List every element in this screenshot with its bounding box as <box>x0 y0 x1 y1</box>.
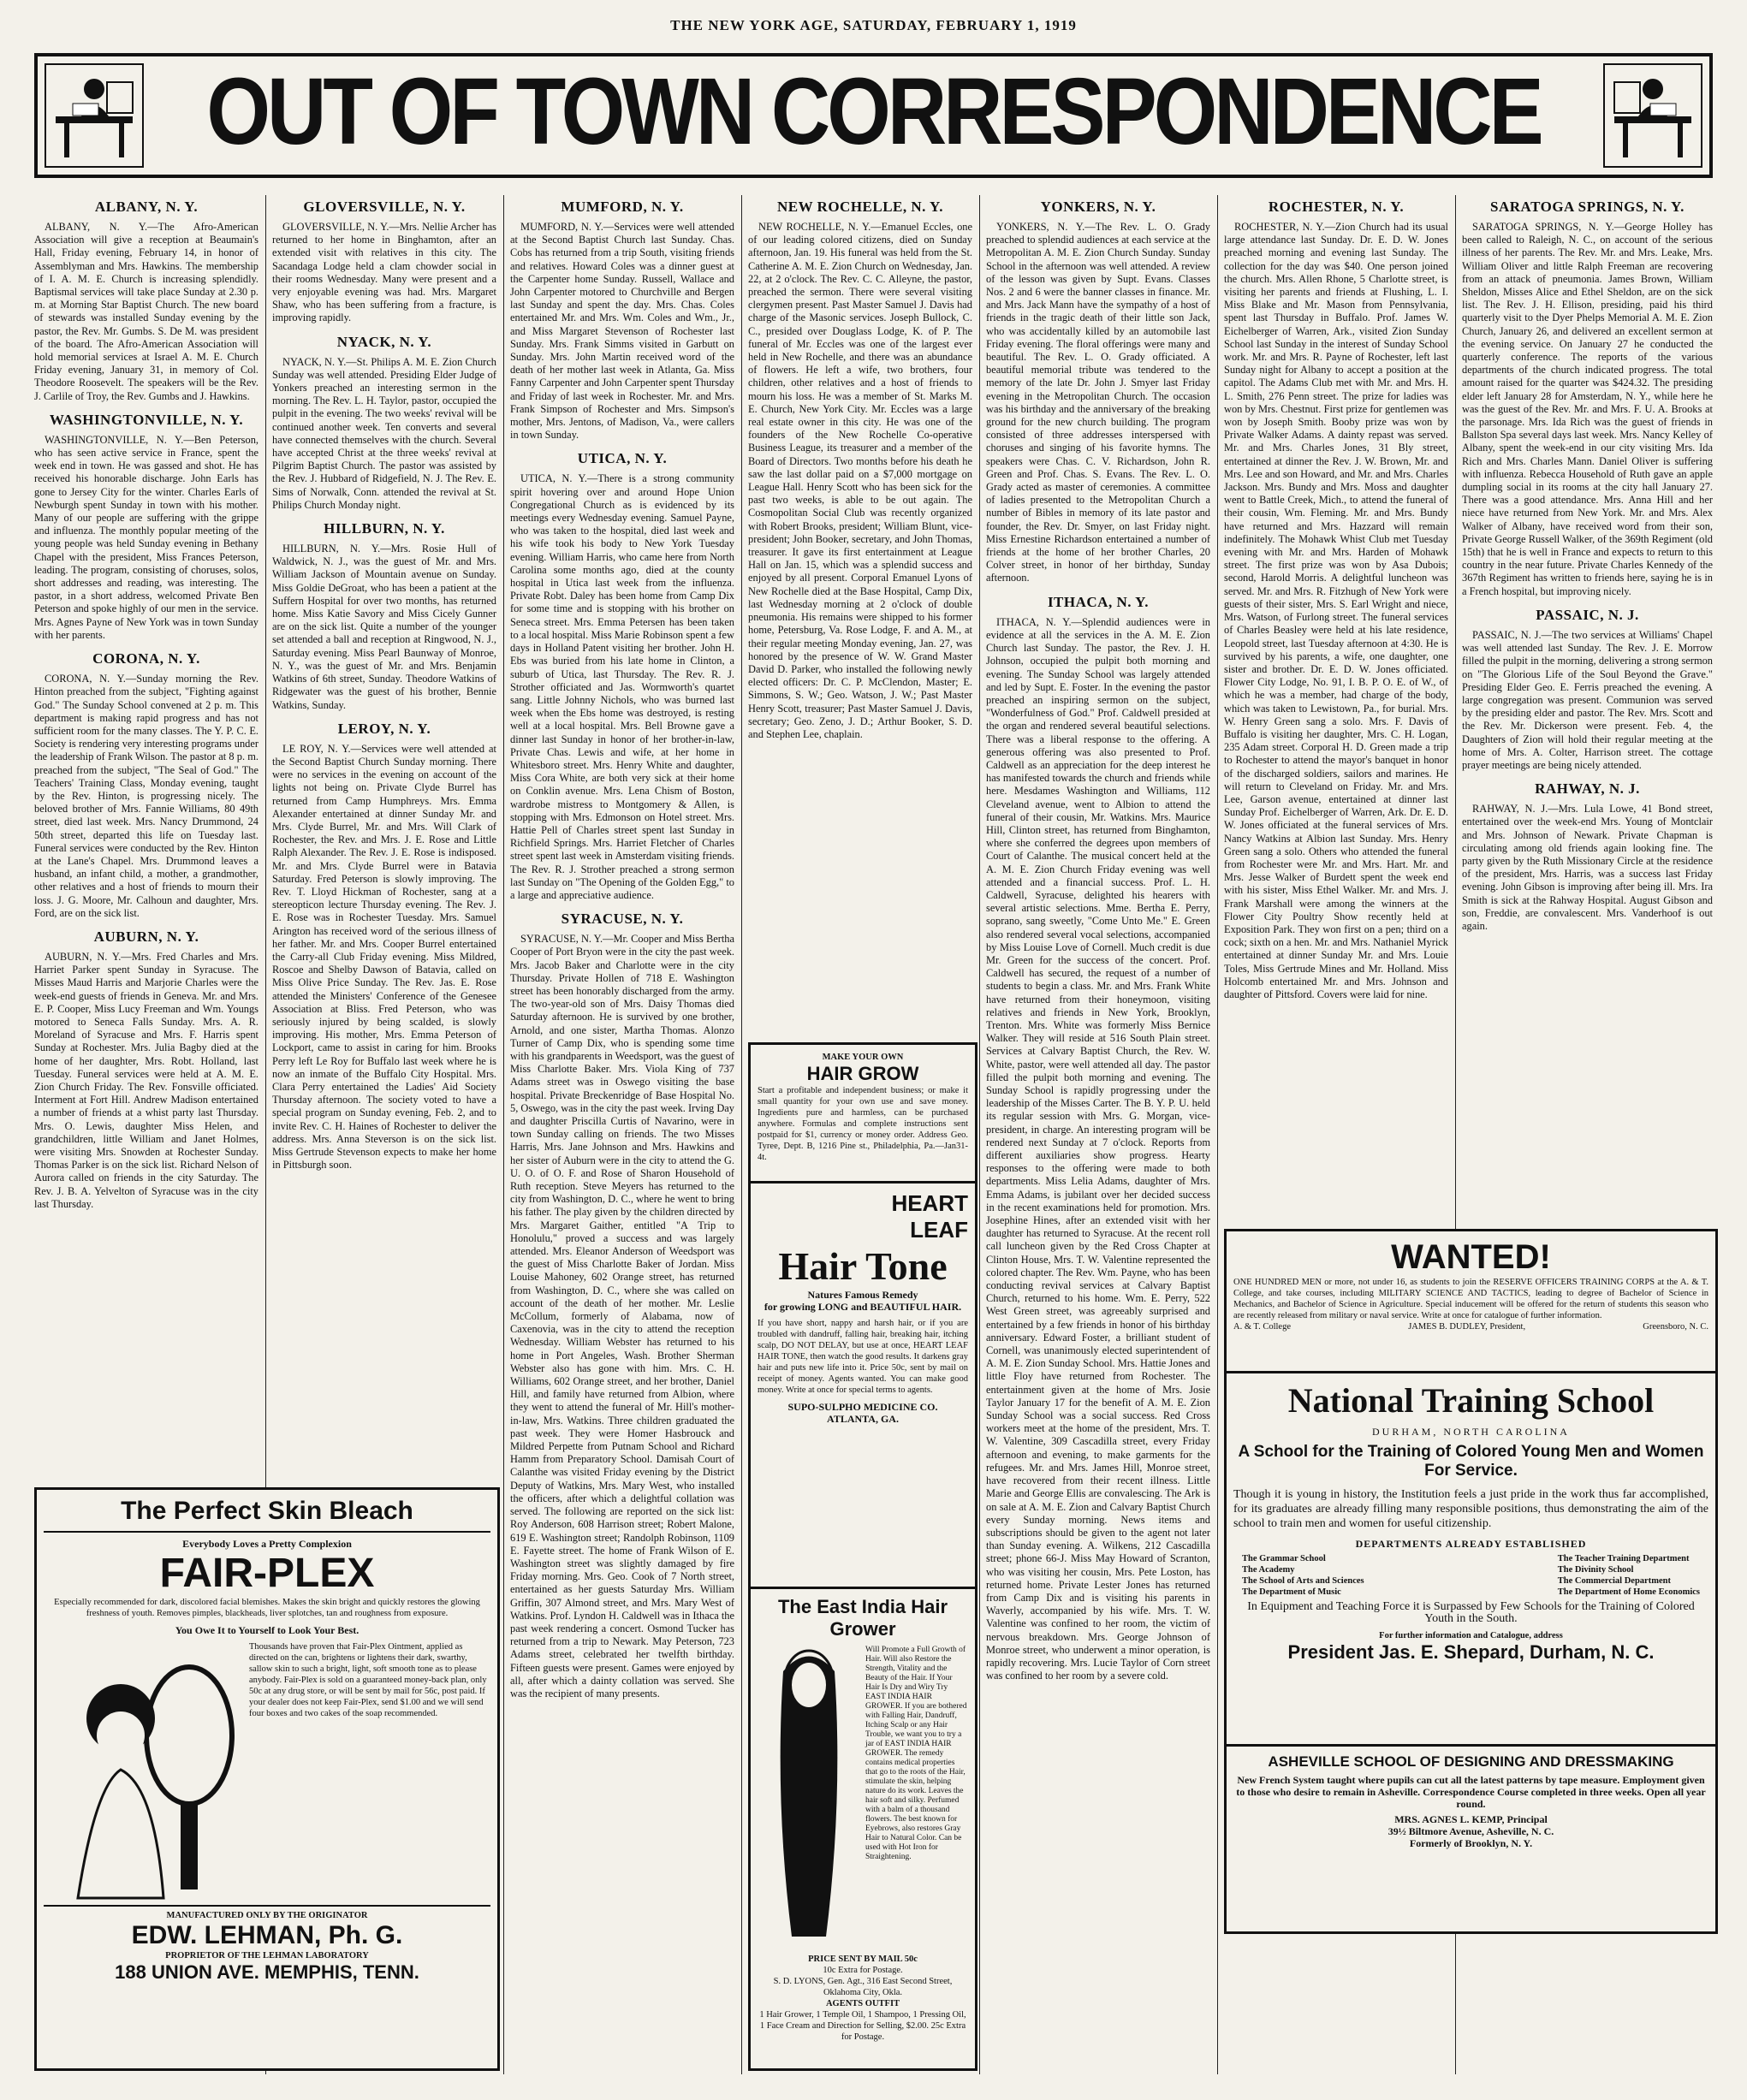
article-headline: PASSAIC, N. J. <box>1536 606 1639 623</box>
ad-manufactured: MANUFACTURED ONLY BY THE ORIGINATOR <box>44 1905 490 1921</box>
ad-title: The Perfect Skin Bleach <box>44 1497 490 1533</box>
wanted-ad <box>1224 1229 1718 1376</box>
ad-brand: Hair Tone <box>778 1244 948 1288</box>
article-body: HILLBURN, N. Y.—Mrs. Rosie Hull of Waldwick, N. J., was the guest of Mr. and Mrs. William Jackson of Mountain avenue on Sunday. Miss Goldie DeGroat, who has been a patient at the Suffern Hospital for over two months, has returned home. Miss Katie Savory and Miss Cicely Gunner are on the sick list. Quite a number of the younger set attended a ball and reception at Ringwood, N. J., Saturday evening. Miss Pearl Baunway of Monroe, N. Y., was the guest of Mr. and Mrs. Benjamin Watkins of 6th street, Sunday. Theodore Watkins of Ridgewater was the guest of his brother, Bennie Watkins, Sunday. <box>272 543 496 711</box>
ad-tagline: Natures Famous Remedy <box>807 1289 918 1301</box>
ad-city: ATLANTA, GA. <box>827 1413 899 1425</box>
article-body: NYACK, N. Y.—St. Philips A. M. E. Zion Church Sunday was well attended. Presiding Elder Judge of Yonkers preached an interesting sermon in the morning. The Rev. L. H. Taylor, pastor, occupied the pulpit in the evening. The two weeks' revival will be continued another week. Ten converts and several have connected themselves with the church. Several have accepted Christ at the three weeks' revival at Pilgrim Baptist Church. The pastor was assisted by the Rev. J. Hubbard of Ridgefield, N. J. The Rev. E. Sims of Norwalk, Conn. attended the revival at St. Philips Church Monday night. <box>272 355 496 511</box>
article-body: WASHINGTONVILLE, N. Y.—Ben Peterson, who has seen active service in France, spent the week end in town. He was gassed and shot. He has received his honorable discharge. John Earls has gone to Jersey City for the winter. Charles Earls of Newburgh spent Sunday in town with his mother. Many of our people are suffering with the grippe and influenza. The monthly popular meeting of the young people was held Sunday evening in Bethany Chapel with the president, Miss Frances Peterson, leading. The program, consisting of choruses, solos, short addresses and reading, was interesting. The pastor, in a short address, welcomed Private Ben Peterson and spoke highly of our men in the service. Mrs. Agnes Payne of New York was in town Sunday with her parents. <box>34 433 258 641</box>
ad-body: Though it is young in history, the Institution feels a just pride in the work thus far accomplished, for its graduates are already filling many responsible positions, thus demonstrating the aim of the school to train men and women for useful citizenship. <box>1233 1488 1708 1530</box>
ad-info: For further information and Catalogue, address <box>1379 1631 1563 1640</box>
article-body: CORONA, N. Y.—Sunday morning the Rev. Hinton preached from the subject, "Fighting against God." The Sunday School convened at 2 p. m. This department is making rapid progress and has not sufficient room for the many classes. The Y. P. C. E. Society is rendering very interesting programs under the leadership of Frank Wilson. The pastor at 8 p. m. preached from the subject, "The Seal of God." The Teachers' Training Class, Monday evening, taught by the Rev. Hinton, is progressing nicely. The beloved brother of Mrs. Fannie Williams, 80 49th street, died last week. Mrs. Nancy Drummond, 24 50th street, departed this life on Tuesday last. Funeral services were conducted by the Rev. Hinton at the Lane's Chapel. Mrs. Drummond leaves a husband, an infant child, a mother, a grandmother, other relatives and a host of friends to mourn their loss. J. G. Moore, Mr. Calhoun and daughter, Mrs. Ford, are on the sick list. <box>34 673 258 919</box>
ad-address: 39½ Biltmore Avenue, Asheville, N. C. <box>1387 1825 1554 1837</box>
ad-place-2: Greensboro, N. C. <box>1643 1322 1708 1332</box>
heart-leaf-ad <box>748 1181 977 1595</box>
article-body: ALBANY, N. Y.—The Afro-American Association will give a reception at Beaumain's Hall, Friday evening, February 14, in honor of Assemblyman and Mrs. Hawkins. The membership of I. A. M. E. Church is increasing splendidly. Baptismal services will take place Sunday at 2.30 p. m. at Morning Star Baptist Church. The new board of stewards was installed Sunday evening by the pastor, the Rev. Mr. Gumbs. S. De M. was president of the board. The Afro-American Association will hold memorial services at Israel A. M. E. Church Friday evening, January 31, in memory of Col. Theodore Roosevelt. The speakers will be the Rev. J. Carlile of Troy, the Rev. Gumbs and J. Hawkins. <box>34 221 258 402</box>
article-body: SARATOGA SPRINGS, N. Y.—George Holley has been called to Raleigh, N. C., on account of the serious illness of her parents. The Rev. Mr. and Mrs. Leake, Mrs. William Oliver and little Ralph Freeman are recovering from an attack of pneumonia. James Brown, William Sheldon, Misses Alice and Ethel Sheldon, are on the sick list. The Rev. J. H. Ellison, presiding, paid his third quarterly visit to the Dyer Phelps Memorial A. M. E. Zion Church, January 26, and delivered an excellent sermon at the evening service. On January 27 he conducted the quarterly conference. The reports of the various departments of the church indicated progress. The total amount raised for the quarter was $424.32. The presiding elder left January 28 for Amsterdam, N. Y., while here he was the guest of the Rev. Mr. and Mrs. F. U. A. Brooks at the parsonage. Mrs. Ida Rich was the guest of friends in Ballston Spa several days last week. Mrs. Nancy Kelley of Albany, spent the week-end in our city visiting Mrs. Ida Rich and Mrs. Charles Mann. Daniel Oliver is suffering with influenza. Rebecca Household of Ruth gave an apple dumpling social in its rooms at the city hall January 27. There was a good attendance. Mrs. Anna Hill and her niece have returned from New York. Mr. and Mrs. Alex Walker of Albany, have received word from their son, Private George Russell Walker, of the 369th Regiment (old 15th) that he is well in France and expects to return to this country in the near future. Private Charles Kennedy of the 367th Regiment has written to friends here, saying he is in a French hospital, but improving nicely. <box>1462 221 1713 597</box>
ad-text: Will Promote a Full Growth of Hair. Will also Restore the Strength, Vitality and the Beauty of the Hair. If Your Hair Is Dry and Wiry Try EAST INDIA HAIR GROWER. If you are bothered with Falling Hair, Dandruff, Itching Scalp or any Hair Trouble, we want you to try a jar of EAST INDIA HAIR GROWER. The remedy contains medical properties that go to the roots of the Hair, stimulate the skin, helping nature do its work. Leaves the hair soft and silky. Perfumed with a balm of a thousand flowers. The best known for Eyebrows, also restores Gray Hair to Natural Color. Can be used with Hot Iron for Straightening. <box>865 1646 967 1861</box>
article-headline: NEW ROCHELLE, N. Y. <box>776 199 944 215</box>
column-7 <box>1462 195 1713 945</box>
article <box>1462 607 1713 772</box>
ad-tagline-2: for growing LONG and BEAUTIFUL HAIR. <box>764 1301 962 1313</box>
column-6 <box>1224 195 1448 1000</box>
article-body: AUBURN, N. Y.—Mrs. Fred Charles and Mrs. Harriet Parker spent Sunday in Syracuse. The Misses Maud Harris and Marjorie Charles were the week-end guests of friends in Geneva. Mr. and Mrs. E. P. Cooper, Miss Lucy Freeman and Wm. Youngs motored to Seneca Falls Sunday. Mrs. A. R. Moreland of Syracuse and Mrs. F. Harris spent Sunday at Rochester. Mrs. Julia Bagby died at the home of her daughter, Mrs. Robt. Holland, last Tuesday. Funeral services were held at A. M. E. Zion Church Friday. The Rev. Fonsville officiated. Interment at Fort Hill. Andrew Madison entertained a number of friends at a whist party last Thursday. Mrs. O. Lewis, daughter Miss Helen, and grandchildren, little William and Janet Holmes, were visiting Mrs. Snowden at Rochester Sunday. Thomas Parker is on the sick list. Richard Nelson of Aurora called on friends in the city Saturday. The Rev. J. B. A. Yelvelton of Syracuse was in the city last Thursday. <box>34 950 258 1210</box>
departments-left <box>1242 1553 1364 1598</box>
national-training-school-ad <box>1224 1371 1718 1749</box>
woman-long-hair-icon <box>758 1646 860 1954</box>
article <box>34 199 258 403</box>
ad-title: WANTED! <box>1391 1238 1551 1276</box>
article-body: YONKERS, N. Y.—The Rev. L. O. Grady preached to splendid audiences at each service at the Metropolitan A. M. E. Zion Church Sunday. Sunday School in the afternoon was well attended. A review of the lesson was given by Supt. Evans. Classes Nos. 2 and 6 were the banner classes in finance. Mr. and Mrs. Jack Mann have the sympathy of a host of friends in the tragic death of their little son Jack, who was accidentally killed by an automobile last Friday evening. The floral offerings were many and beautiful. The Rev. L. O. Grady officiated. A beautiful memorial tribute was tendered to the memory of the late Dr. John J. Smyer last Friday evening in the Metropolitan Church. The occasion was his birthday and the anniversary of the breaking ground for the new church building. The program consisted of three addresses interspersed with choruses and singing of his favorite hymns. The speakers were Chas. C. V. Richardson, John R. Green and Prof. Chas. S. Evans. The Rev. L. O. Grady acted as master of ceremonies. A committee of ladies presented to the Metropolitan Church a number of Bibles in memory of its late pastor and founder, the Rev. Dr. Smyer, on last Friday night. Miss Ernestine Richardson entertained a number of friends at the home of her brother Charles, 20 Colver street, in honor of her birthday, Sunday afternoon. <box>986 221 1210 584</box>
running-head: THE NEW YORK AGE, SATURDAY, FEBRUARY 1, 1919 <box>670 17 1077 33</box>
ad-former: Formerly of Brooklyn, N. Y. <box>1409 1837 1533 1849</box>
article <box>510 911 734 1700</box>
ad-leaf: LEAF <box>910 1217 968 1243</box>
department-item: The Teacher Training Department <box>1557 1554 1690 1563</box>
article-headline: MUMFORD, N. Y. <box>561 199 684 215</box>
article <box>1224 199 1448 1001</box>
ad-motto: You Owe It to Yourself to Look Your Best. <box>175 1624 360 1636</box>
ad-headline-1: MAKE YOUR OWN <box>822 1053 904 1062</box>
article <box>1462 780 1713 933</box>
department-item: The Commercial Department <box>1557 1576 1671 1586</box>
column-4 <box>748 195 972 996</box>
ad-text: Start a profitable and independent business; or make it small quantity for your own use and save money. Ingredients pure and harmless, can be purchased anywhere. Formulas and complete instructions sent postpaid for $1, currency or money order. Address Geo. Tyree, Dept. B, 1216 Pine st., Philadelphia, Pa.—Jan31-4t. <box>758 1086 968 1162</box>
article-headline: ROCHESTER, N. Y. <box>1268 199 1405 215</box>
department-item: The School of Arts and Sciences <box>1242 1576 1364 1586</box>
article <box>34 650 258 920</box>
ad-place: DURHAM, NORTH CAROLINA <box>1372 1426 1570 1438</box>
ad-text: ONE HUNDRED MEN or more, not under 16, as students to join the RESERVE OFFICERS TRAINING CORPS at the A. & T. College, and take courses, including MILITARY SCIENCE AND TACTICS, leading to degree of Bachelor of Science in Mechanics, and Bachelor of Science in Agriculture. Special inducement will be offered for the return of students this season who are recently released from military or naval service. Write at once for catalogue of further information. <box>1233 1278 1708 1320</box>
ad-title: ASHEVILLE SCHOOL OF DESIGNING AND DRESSMAKING <box>1268 1753 1674 1770</box>
article-body: ROCHESTER, N. Y.—Zion Church had its usual large attendance last Sunday. Dr. E. D. W. Jones preached morning and evening last Sunday. The collection for the day was $40. One person joined the church. Mrs. Allen Rhone, 5 Charlotte street, is visiting her parents and friends at Flushing, L. I. Miss Blake and Mr. Mason from Pennsylvania, spent last Thursday in Buffalo. Prof. James W. Eichelberger of Warren, Ark., visited Zion Sunday School last Sunday in the interest of Sunday School work. Mr. and Mrs. R. Payne of Rochester, left last Sunday night for Albany to accept a position at the capitol. The Adams Club met with Mr. and Mrs. H. L. Smith, 276 Penn street. The prize for ladies was won by Mrs. Chestnut. First prize for gentlemen was won by Joseph Smith. Booby prize was won by Private Walker Adams. A dainty repast was served. Mr. and Mrs. Charles Jones, 31 Bly street, entertained at dinner the Rev. J. W. Brown, Mr. and Mrs. Lee and son Howard, and Mr. and Mrs. Charles Jackson. Mrs. Bundy and Mrs. Moss and daughter went to Battle Creek, Mich., to attend the funeral of their cousin, Wm. Fleming. Mr. and Mrs. Bundy have returned and Mrs. Hazzard will remain indefinitely. The Mohawk Whist Club met Tuesday evening with Mr. and Mrs. Harden of Mohawk street. The first prize was won by Asa Dubois; second, Harold Morris. A delightful luncheon was served. Mr. and Mrs. R. Fitzhugh of New York were guests of their sister, Mrs. S. Earl Wright and niece, Mrs. Watson, of Furlong street. The funeral services of Charles Beasley were held at his late residence, Leopold street, last Tuesday afternoon at 4:30. He is survived by his parents, a wife, one daughter, one sister and brother. Dr. E. D. W. Jones officiated. Flower City Lodge, No. 91, I. B. P. O. E. of W., of which he was a member, had charge of the body, which was taken to Lewistown, Pa., for burial. Mrs. W. Henry Green sang a solo. Mrs. F. Davis of Buffalo is visiting her daughter, Mrs. C. H. Logan, 235 Adam street. Corporal H. D. Green made a trip to Rochester to attend the mayor's banquet in honor of the discharged soldiers, sailors and marines. He will return to Cleveland on Friday. Mr. and Mrs. Lee, Garson avenue, entertained at dinner last Sunday Prof. Eichelberger of Warren, Ark. Dr. E. D. W. Jones officiated at the funeral services of Mrs. Nancy Watkins at Albion last Sunday. Mrs. Henry Green sang a solo. Others who attended the funeral from Rochester were Mr. and Mrs. Hart. Mr. and Mrs. Jesse Walker of Burdett spent the week end with his sister, Miss Ethel Walker. Mr. and Mrs. J. Frank Marshall were among the winners at the Flower City Poultry Show recently held at Exposition Park. They won first on a pen; third on a cock; sixth on a hen. Mr. and Mrs. Nathaniel Myrick entertained at dinner Sunday Mr. and Mrs. Louie Toles, Miss Gertrude Mines and Mr. Holland. Miss Holcomb entertained Mr. and Mrs. Johnson and daughter of Pittsford. Covers were laid for nine. <box>1224 221 1448 1000</box>
article-headline: CORONA, N. Y. <box>92 650 200 667</box>
ad-agents: AGENTS OUTFIT <box>825 1999 900 2008</box>
ad-title: National Training School <box>1287 1381 1655 1420</box>
ad-title: The East India Hair Grower <box>777 1596 948 1640</box>
article-body: PASSAIC, N. J.—The two services at Williams' Chapel was well attended last Sunday. The Rev. J. E. Morrow filled the pulpit in the morning, delivering a strong sermon on "The Glorious Life of the Soul Beyond the Grave." Presiding Elder Geo. E. Ferris preached the evening. A large congregation was present. Communion was served by the presiding elder and pastor. The Rev. Mrs. Scott and the Rev. Mr. Dickerson were present. Feb. 4, the Daughters of Zion will hold their regular meeting at the home of Mrs. A. Colter, Harrison street. The cottage prayer meetings are being nicely attended. <box>1462 628 1713 771</box>
ad-brand: FAIR-PLEX <box>159 1551 375 1596</box>
article-body: MUMFORD, N. Y.—Services were well attended at the Second Baptist Church last Sunday. Chas. Cobs has returned from a trip South, visiting friends and relatives. Howard Coles was a dinner guest at the Carpenter home Sunday. Russell, Wallace and John Carpenter motored to Churchville and Bergen last Sunday and spent the day. Mrs. Chas. Coles entertained Mr. and Mrs. Wm. Coles and Wm., Jr., and Miss Margaret Stevenson of Rochester last Sunday. Mrs. Frank Simms visited in Garbutt on Sunday. Mrs. John Martin received word of the death of her mother last week in Atlanta, Ga. Miss Fanny Carpenter and John Carpenter spent Thursday and Friday of last week in Rochester. Mr. and Mrs. Frank Simpson of Rochester and Mrs. Simpson's mother, Mrs. Jentons, of Madison, Va., were callers in town Sunday. <box>510 221 734 442</box>
article-body: GLOVERSVILLE, N. Y.—Mrs. Nellie Archer has returned to her home in Binghamton, after an extended visit with relatives in this city. The Sacandaga Lodge held a clam chowder social in their rooms Wednesday. Many were present and a very enjoyable evening was had. Mrs. Margaret Shaw, who has been suffering from a fracture, is improving rapidly. <box>272 221 496 324</box>
asheville-school-ad <box>1224 1744 1718 1934</box>
column-5 <box>986 195 1210 2074</box>
article <box>272 199 496 325</box>
banner-title: OUT OF TOWN CORRESPONDENCE <box>206 58 1541 164</box>
ad-description: Especially recommended for dark, discolored facial blemishes. Makes the skin bright and quickly restores the glowing freshness of youth. Removes pimples, blackheads, liver splotches, tan and roughness from exposure. <box>54 1598 480 1618</box>
article-headline: HILLBURN, N. Y. <box>324 520 445 537</box>
ad-proprietor: PROPRIETOR OF THE LEHMAN LABORATORY <box>165 1951 369 1961</box>
ad-maker: SUPO-SULPHO MEDICINE CO. <box>787 1401 938 1413</box>
article <box>272 334 496 512</box>
ad-body: Thousands have proven that Fair-Plex Ointment, applied as directed on the can, brightens or lightens their dark, swarthy, sallow skin to such a bright, light, soft smooth tone as to please anybody. Fair-Plex is sold on a guaranteed money-back plan, only 50c at any drug store, or will be sent by mail for 56c, post paid. If your dealer does not keep Fair-Plex, send $1.00 and we will send four boxes and two cakes of the soap recommended. <box>249 1642 487 1718</box>
ad-president: President Jas. E. Shepard, Durham, N. C. <box>1287 1641 1655 1663</box>
article <box>510 450 734 902</box>
article <box>1462 199 1713 598</box>
ad-subtitle: Everybody Loves a Pretty Complexion <box>182 1538 352 1550</box>
reader-vignette-left-icon <box>45 63 144 168</box>
article-headline: SARATOGA SPRINGS, N. Y. <box>1490 199 1685 215</box>
department-item: The Divinity School <box>1557 1565 1634 1575</box>
departments-right <box>1558 1553 1700 1598</box>
article-headline: NYACK, N. Y. <box>336 333 432 350</box>
ad-outfit: 1 Hair Grower, 1 Temple Oil, 1 Shampoo, 1 Pressing Oil, 1 Face Cream and Direction for Selling, $2.00. 25c Extra for Postage. <box>759 2010 966 2042</box>
ad-maker: EDW. LEHMAN, Ph. G. <box>131 1921 403 1949</box>
department-item: The Grammar School <box>1242 1554 1326 1563</box>
article <box>34 412 258 642</box>
ad-postage: 10c Extra for Postage. <box>823 1966 903 1975</box>
ad-dept-head: DEPARTMENTS ALREADY ESTABLISHED <box>1355 1538 1587 1550</box>
east-india-ad <box>748 1587 977 2071</box>
hair-grow-ad <box>748 1042 977 1189</box>
columns-area <box>34 187 1713 2074</box>
article-body: UTICA, N. Y.—There is a strong community spirit hovering over and around Hope Union Congregational Church as is evidenced by its meetings every Wednesday evening. Samuel Payne, who was taken to the hospital, died last week and his wife took his body to New York Tuesday evening. William Harris, who came here from North Carolina some months ago, died at the county hospital in Utica last week from the influenza. Private Robt. Daley has been home from Camp Dix for some time and is stopping with his brother on Seneca street. Mrs. Emma Petersen has been taken to a local hospital. Miss Marie Robinson spent a few days in Holland Patent visiting her brother. John H. Ebs was buried from his late home in Clinton, a suburb of Utica, last Thursday. The Rev. R. J. Strother officiated and Jas. Wormworth's quartet sang. Little Johnny Nichols, who was burned last week when the Ebs home was destroyed, is resting well at a local hospital. Mrs. Bell Browne gave a dinner last Sunday in honor of her brother-in-law, Private Chas. Lewis and wife, at her home in Whitesboro street. Mrs. Henry White and daughter, Miss Cora White, are both very sick at their home on Conklin avenue. Mrs. Lena Chism of Boston, wardrobe mistress to Montgomery & Allen, is stopping with Mrs. Edmonson on Hotel street. Mrs. Hattie Pell of Charles street spent last Sunday in Richfield Springs. Mrs. Harriet Fletcher of Charles street spent last week in Amsterdam visiting friends. The Rev. R. J. Strother preached a strong sermon last Sunday on "The Opening of the Golden Egg," to a large and appreciative audience. <box>510 472 734 901</box>
article-headline: SYRACUSE, N. Y. <box>561 911 684 928</box>
article-headline: WASHINGTONVILLE, N. Y. <box>49 411 244 428</box>
ad-headline-2: HAIR GROW <box>806 1063 919 1084</box>
article <box>986 199 1210 585</box>
article-headline: RAHWAY, N. J. <box>1535 780 1640 798</box>
article <box>510 199 734 442</box>
article-body: NEW ROCHELLE, N. Y.—Emanuel Eccles, one of our leading colored citizens, died on Sunday afternoon, Jan. 19. His funeral was held from the St. Catherine A. M. E. Zion Church on Wednesday, Jan. 22, at 2 o'clock. The Rev. C. C. Alleyne, the pastor, preached the sermon. There were several visiting clergymen present. Past Master Samuel J. Davis had charge of the Masonic services. Joseph Bullock, C. C., presided over Douglass Lodge, K. of P. The funeral of Mr. Eccles was one of the largest ever held in New Rochelle, and there was an abundance of flowers. He left a wife, two brothers, four children, other relatives and a host of friends to mourn his loss. He was a member of St. Marks M. E. Church, New York City. Mr. Eccles was a large real estate owner in this city. He was one of the founders of the New Rochelle Co-operative Business League, its treasurer and a member of the Board of Directors. Two months before his death he saw the last dollar paid on a $7,000 mortgage on League Hall. Henry Scott who has been sick for the past two weeks, is able to be out again. The Cosmopolitan Social Club was recently organized with Robert Brooks, president; William Blunt, vice-president; John Booker, secretary, and John Thomas, treasurer. It gave its first entertainment at League Hall on Jan. 15, which was a splendid success and enjoyed by all present. Corporal Emanuel Lyons of New Rochelle died at the Base Hospital, Camp Dix, last Wednesday morning at 2 o'clock of double pneumonia. His remains were shipped to his former home, Petersburg, Va. Rose Lodge, F. and A. M., at their regular meeting Monday evening, Jan. 27, was honored by the presence of W. W. Grand Master David D. Parker, who installed the following newly elected officers: Dr. C. P. McClendon, Master; E. Simmons, S. W.; Geo. Watson, J. W.; Past Master Henry Scott, treasurer; Past Master Samuel J. Davis, secretary; Geo. Zeno, J. D.; Arthur Booker, S. D. and Stephen Lee, chaplain. <box>748 221 972 740</box>
article <box>34 928 258 1211</box>
article <box>748 199 972 741</box>
ad-text: If you have short, nappy and harsh hair, or if you are troubled with dandruff, falling hair, breaking hair, itching scalp, DO NOT DELAY, but use at once, HEART LEAF HAIR TONE, then watch the good results. It darkens gray hair and puts new life into it. Price 50c, sent by mail on receipt of money. Agents wanted. You can make good money. Write at once for special terms to agents. <box>758 1319 968 1395</box>
ad-signer: JAMES B. DUDLEY, President, <box>1408 1322 1526 1332</box>
ad-price: PRICE SENT BY MAIL 50c <box>808 1955 918 1964</box>
ad-heart: HEART <box>891 1190 968 1216</box>
article <box>986 594 1210 1683</box>
article-headline: GLOVERSVILLE, N. Y. <box>303 199 466 215</box>
department-item: The Academy <box>1242 1565 1295 1575</box>
woman-mirror-icon <box>44 1641 241 1898</box>
department-item: The Department of Music <box>1242 1587 1341 1597</box>
ad-address: 188 UNION AVE. MEMPHIS, TENN. <box>115 1961 419 1983</box>
section-banner <box>34 53 1713 178</box>
article-headline: ITHACA, N. Y. <box>1047 593 1150 610</box>
ad-equipment: In Equipment and Teaching Force it is Surpassed by Few Schools for the Training of Colored Youth in the South. <box>1247 1600 1695 1625</box>
article-headline: LEROY, N. Y. <box>337 720 431 737</box>
article-headline: AUBURN, N. Y. <box>93 928 199 945</box>
article-headline: UTICA, N. Y. <box>577 450 668 467</box>
article-headline: YONKERS, N. Y. <box>1040 199 1156 215</box>
article-headline: ALBANY, N. Y. <box>94 199 199 215</box>
article <box>272 721 496 1172</box>
article-body: SYRACUSE, N. Y.—Mr. Cooper and Miss Bertha Cooper of Port Bryon were in the city the past week. Mrs. Jacob Baker and Charlotte were in the city Thursday. Private Hollen of 718 E. Washington street has been honorably discharged from the army. The two-year-old son of Mrs. Daisy Thomas died Saturday afternoon. He is survived by one brother, Arnold, and one sister, Martha Thomas. Alonzo Turner of Camp Dix, who is spending some time with his grandparents in Weedsport, was the guest of Miss Charlotte Baker. Mrs. Viola King of 737 Adams street was in Oswego visiting the base hospital. Private Breckenridge of Base Hospital No. 5, Oswego, was in the city the past week. Irving Day and daughter Priscilla Curtis of Navarino, were in town Sunday calling on friends. The two Misses Harris, Mrs. Jane Johnson and Mrs. Hawkins and her sister of Auburn were in the city to attend the G. U. O. of O. F. and Rose of Sharon Household of Ruth reception. Steve Meyers has returned to the city from Washington, D. C., where he went to bring his father. The play given by the children directed by Mrs. Margaret Gaither, entitled "A Trip to Honolulu," proved a success and was largely attended. Mrs. Eleanor Anderson of Weedsport was the guest of Miss Charlotte Baker of Jordan. Miss Louise Mahoney, 602 Orange street, has returned from Washington, D. C., where she was called on account of the death of her mother. Mr. Leslie McCollum, formerly of Alabama, now of Caxenovia, was in the city to attend the reception Wednesday. William Webster has returned to his home in Port Angeles, Wash. Brother Sherman Webster also has gone with him. Mrs. C. H. Williams, 602 Orange street, and her brother, Daniel Hill, and family have returned from Albion, where they went to attend the funeral of Mr. Hill's mother-in-law, Mrs. Watkins. Three children graduated the past week. They were Homer Hasbrouck and Mildred Perpette from Putnam School and Richard Hamm from Preparatory School. Damisah Court of Calanthe was visited Friday evening by the District Deputy of Watkins, Mrs. Mary West, who installed the officers, after which a delightful collation was served. The following are reported on the sick list: Roy Anderson, 608 Harrison street; Robert Malone, 619 E. Washington street; Randolph Robinson, 1109 E. Fayette street. The home of Frank Wilson of E. Washington street was slightly damaged by fire Friday morning. Mrs. Geo. Cook of 7 North street, entertained as her guests Saturday Mrs. William Griffin, 307 Almond street, and Mrs. Mary West of Watkins. Prof. Lyndon H. Caldwell was in Ithaca the past week rendering a concert. Osmond Tucker has returned from a trip to Newark. May Peterson, 723 Adams street, celebrated her twelfth birthday. Fifteen guests were present. Games were enjoyed by all, after which a dainty collation was served. She was the recipient of many presents. <box>510 933 734 1700</box>
ad-address: S. D. LYONS, Gen. Agt., 316 East Second Street, Oklahoma City, Okla. <box>773 1977 953 1997</box>
article-body: RAHWAY, N. J.—Mrs. Lula Lowe, 41 Bond street, entertained over the week-end Mrs. Young of Montclair and Mrs. Johnson of Newark. Private Chapman is circulating among old friends again looking fine. The party given by the Ruth Missionary Circle at the residence of the president, Mrs. Harris, was a success last Friday evening. John Gibson is improving after being ill. Mrs. Ira Smith is sick at the Rahway Hospital. August Gibson and son, Freddie, are convalescent. Mrs. Vanderhoof is out again. <box>1462 803 1713 932</box>
department-item: The Department of Home Economics <box>1557 1587 1700 1597</box>
column-3 <box>510 195 734 2074</box>
reader-vignette-right-icon <box>1603 63 1702 168</box>
ad-tagline: A School for the Training of Colored Young Men and Women For Service. <box>1238 1443 1704 1480</box>
ad-place-1: A. & T. College <box>1233 1322 1291 1332</box>
ad-principal: MRS. AGNES L. KEMP, Principal <box>1394 1813 1548 1825</box>
fair-plex-ad <box>34 1487 500 2071</box>
article-body: LE ROY, N. Y.—Services were well attended at the Second Baptist Church Sunday morning. There were no services in the evening on account of the lights not being on. Private Clyde Burrel has returned from Camp Humphreys. Mrs. Emma Alexander entertained at dinner Sunday Mr. and Mrs. Clyde Burrel, Mr. and Mrs. Will Clark of Rochester, the Rev. and Mrs. J. E. Rose and Little Ralph Alexander. The Rev. J. E. Rose is indisposed. Mr. and Mrs. Clyde Burrel were in Batavia Saturday. Fred Peterson is slowly improving. The Rev. T. Lloyd Hickman of Rochester, sang at a stereopticon lecture Thursday evening. The Rev. J. E. Rose was in Rochester Tuesday. Mrs. Samuel Arington has received word of the serious illness of her father. Mr. and Mrs. Cooper Burrel entertained the Carry-all Club Friday evening. Miss Mildred, Roscoe and Shelby Dawson of Batavia, called on Miss Olive Price Sunday. The Rev. Jas. E. Rose attended the Ministers' Conference of the Genesee Association at Bliss. Fred Peterson, who was seriously injured by being scalded, is slowly improving. His mother, Mrs. Emma Peterson of Lockport, came to assist in caring for him. Brooks Perry left Le Roy for Buffalo last week where he is now an inmate of the Buffalo City Hospital. Mrs. Clara Perry entertained the Ladies' Aid Society Thursday afternoon. The society voted to have a special program on Sunday evening, Feb. 2, and to invite Rev. C. H. Haines of Rochester to deliver the address. Mrs. Anna Steverson is on the sick list. Miss Gertrude Stevenson expects to make her home in Pittsburgh soon. <box>272 742 496 1172</box>
ad-text: New French System taught where pupils can cut all the latest patterns by tape measure. Employment given to those who desire to remain in Asheville. Correspondence Course completed in three weeks. Open all year round. <box>1236 1774 1706 1810</box>
article-body: ITHACA, N. Y.—Splendid audiences were in evidence at all the services in the A. M. E. Zion Church last Sunday. The pastor, the Rev. J. H. Johnson, occupied the pulpit both morning and evening. The Sunday School was largely attended and led by Supt. E. Foster. In the evening the pastor preached an inspiring sermon on the subject, "Wonderfulness of God." Prof. Caldwell presided at the organ and rendered several beautiful selections. There was a liberal response to the offering. A generous offering was also presented to Prof. Caldwell as an appreciation for the deep interest he has manifested towards the church and friends while here. Mesdames Washington and Williams, 112 Cleveland avenue, went to Albion to attend the funeral of their cousin, Mr. Watkins. Mrs. Maurice Hill, Clinton street, has returned from Binghamton, where she conferred the degrees upon members of Court of Calanthe. The musical concert held at the A. M. E. Zion Church Friday evening was well attended and a financial success. Prof. L. H. Caldwell, Syracuse, delighted his hearers with several artistic selections. Mme. Bertha E. Perry, soprano, sang sweetly, "Come Unto Me." E. Green also rendered several vocal selections, accompanied by Miss Louise Love of Cornell. Much credit is due Mr. Green for the success of the concert. Prof. Caldwell has secured, the request of a number of students to begin a class. Mr. and Mrs. Frank White have returned from their honeymoon, visiting relatives and friends in New York, Brooklyn, Trenton. Mrs. White was formerly Miss Bernice Walker. They will reside at 516 South Plain street. Services at Calvary Baptist Church, the Rev. W. White, pastor, were well attended all day. The pastor filled the pulpit both morning and evening. The Sunday School is rapidly progressing under the leadership of the Misses Carter. The B. Y. P. U. held its regular session with Mrs. G. Morgan, vice-president, in charge. An interesting program will be rendered next Sunday at 7 o'clock. Reports from different auxiliaries show progress. Hearty responses to the offering were made to both departments. Miss Lelia Adams, daughter of Mrs. Emma Adams, is jubilant over her decided success in the recent examinations held for promotion. Mrs. Josephine Hines, after an extended visit with her daughter has returned to Syracuse. At the recent roll call luncheon given by the Red Cross Chapter at Clinton House, Mrs. T. W. Valentine represented the colored chapter. The Rev. Wm. Payne, who has been conducting revival services at Calvary Baptist Church, returned to his home. Wm. E. Perry, 522 West Green street, was agreeably surprised and entertained by a few friends in honor of his birthday anniversary. Edward Foster, a brilliant student of Cornell, was unanimously elected superintendent of A. M. E. Zion Sunday School. Mrs. Hattie Jones and little Floy have returned from Rochester. The entertainment given at the home of Mrs. Josie Taylor January 17 for the benefit of A. M. E. Zion Sunday School was a social success. Red Cross workers meet at the home of the president, Mrs. T. W. Valentine, 309 Cascadilla street, every Friday afternoon and evening, to make garments for the refugees. Mr. and Mrs. James Hill, Monroe street, have recovered from their recent illness. Little Marie and George Ellis are convalescing. The Ark is on sale at A. M. E. Zion and Calvary Baptist Church every Sunday morning. News items and subscriptions should be given to the agent not later than Sunday evening. A. Wilkens, 212 Cascadilla street; phone 66-J. Miss May Howard of Scranton, who was visiting her cousin, Mrs. Pete Loston, has returned home. Private Lester Jones has returned from Camp Dix and is visiting his parents in Waverly, accompanied by his wife. Mrs. T. W. Valentine was confined to her room, the victim of nervous breakdown. Mrs. George Johnson of Monroe street, who underwent a minor operation, is rapidly recovering. Mrs. Lucie Taylor of Corn street was confined to her room by a severe cold. <box>986 615 1210 1682</box>
article <box>272 520 496 712</box>
